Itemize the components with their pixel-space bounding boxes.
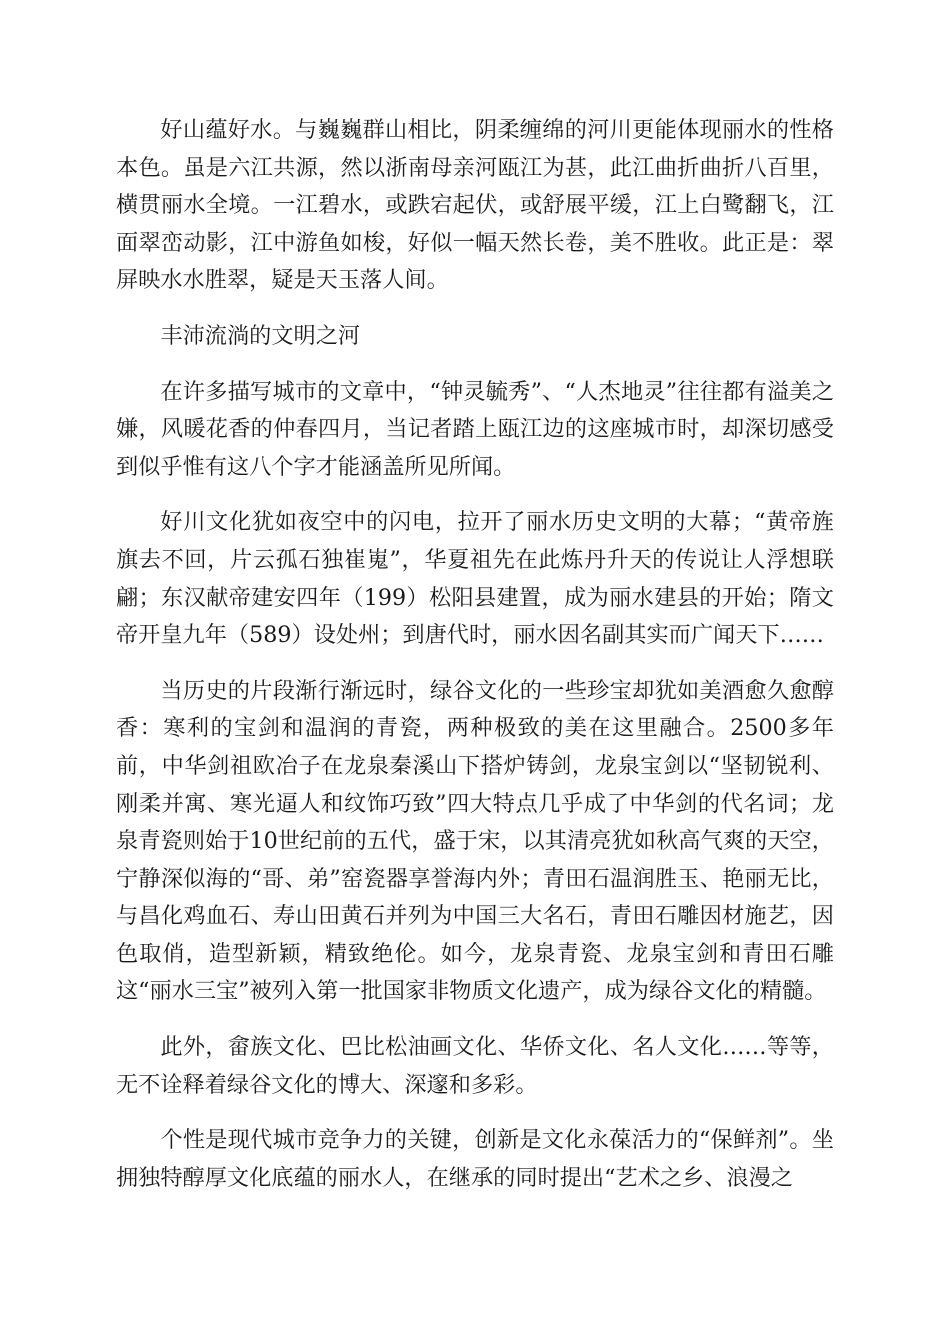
paragraph-treasures: 当历史的片段渐行渐远时，绿谷文化的一些珍宝却犹如美酒愈久愈醇香：寒利的宝剑和温润的青瓷，两种极致的美在这里融合。2500多年前，中华剑祖欧冶子在龙泉秦溪山下搭炉铸剑，龙泉宝剑以“坚韧锐利、刚柔并寓、寒光逼人和纹饰巧致”四大特点几乎成了中华剑的代名词；龙泉青瓷则始于10世纪前的五代，盛于宋，以其清亮犹如秋高气爽的天空，宁静深似海的“哥、弟”窑瓷器享誉海内外；青田石温润胜玉、艳丽无比，与昌化鸡血石、寿山田黄石并列为中国三大名石，青田石雕因材施艺，因色取俏，造型新颖，精致绝伦。如今，龙泉青瓷、龙泉宝剑和青田石雕这“丽水三宝”被列入第一批国家非物质文化遗产，成为绿谷文化的精髓。	[116, 677, 834, 1005]
paragraph-innovation: 个性是现代城市竞争力的关键，创新是文化永葆活力的“保鲜剂”。坐拥独特醇厚文化底蕴的丽水人，在继承的同时提出“艺术之乡、浪漫之	[116, 1127, 834, 1191]
document-body	[116, 112, 834, 1215]
paragraph-history: 好川文化犹如夜空中的闪电，拉开了丽水历史文明的大幕；“黄帝旌旗去不回，片云孤石独崔嵬”，华夏祖先在此炼丹升天的传说让人浮想联翩；东汉献帝建安四年（199）松阳县建置，成为丽水建县的开始；隋文帝开皇九年（589）设处州；到唐代时，丽水因名副其实而广闻天下……	[116, 509, 834, 649]
paragraph-landscape: 好山蕴好水。与巍巍群山相比，阴柔缠绵的河川更能体现丽水的性格本色。虽是六江共源，然以浙南母亲河瓯江为甚，此江曲折曲折八百里，横贯丽水全境。一江碧水，或跌宕起伏，或舒展平缓，江上白鹭翻飞，江面翠峦动影，江中游鱼如梭，好似一幅天然长卷，美不胜收。此正是：翠屏映水水胜翠，疑是天玉落人间。	[116, 117, 834, 294]
section-heading: 丰沛流淌的文明之河	[160, 322, 361, 349]
paragraph-city-intro: 在许多描写城市的文章中，“钟灵毓秀”、“人杰地灵”往往都有溢美之嫌，风暖花香的仲春四月，当记者踏上瓯江边的这座城市时，却深切感受到似乎惟有这八个字才能涵盖所见所闻。	[116, 378, 834, 480]
paragraph-other-cultures: 此外，畲族文化、巴比松油画文化、华侨文化、名人文化……等等，无不诠释着绿谷文化的博大、深邃和多彩。	[116, 1034, 834, 1098]
